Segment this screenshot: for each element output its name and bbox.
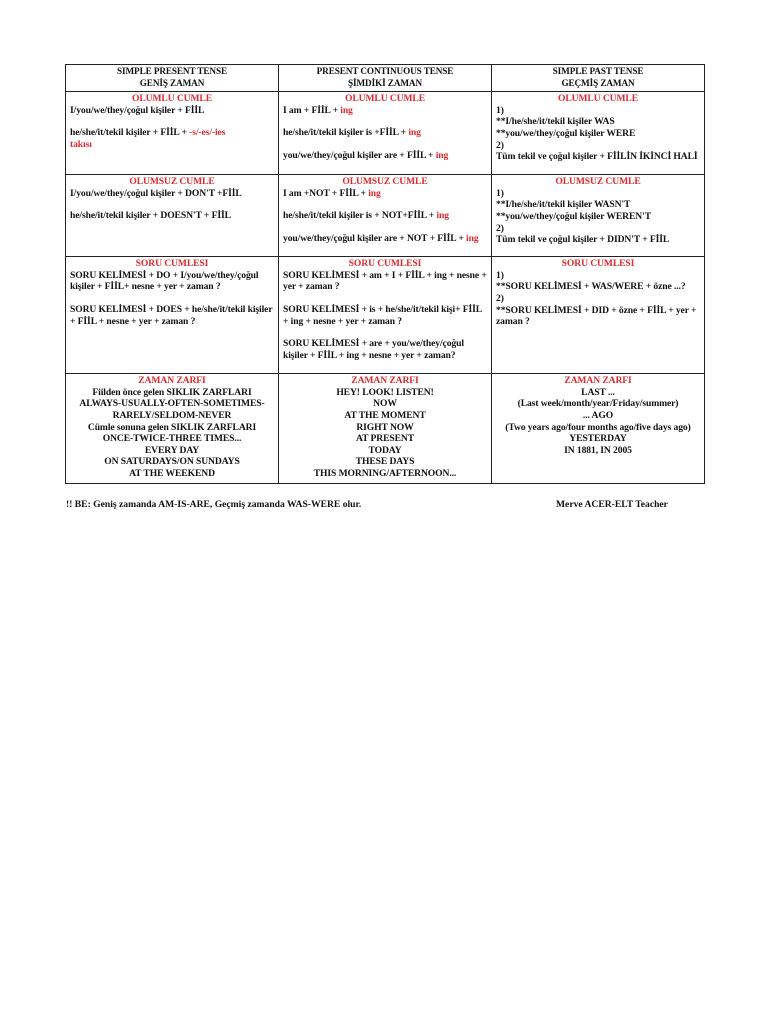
cell-line bbox=[283, 222, 487, 233]
cell-line bbox=[283, 139, 487, 150]
cell-line bbox=[283, 233, 487, 245]
cell-line bbox=[496, 234, 700, 246]
line-text: he/she/it/tekil kişiler is + NOT+FİİL + bbox=[283, 210, 437, 222]
line-text: 1) bbox=[496, 187, 504, 199]
line-text: I/you/we/they/çoğul kişiler + DON'T +FİİL bbox=[70, 187, 242, 199]
line-text: I am + FİİL + bbox=[283, 104, 341, 116]
section-heading: SORU CUMLESI bbox=[561, 258, 635, 270]
line-text: NOW bbox=[373, 398, 397, 410]
cell-line bbox=[283, 456, 487, 468]
cell-line bbox=[70, 116, 274, 127]
tense-name-en: SIMPLE PRESENT TENSE bbox=[117, 66, 227, 76]
header-row bbox=[66, 65, 705, 92]
line-text: **you/we/they/çoğul kişiler WEREN'T bbox=[496, 210, 651, 222]
tense-name-tr: GEÇMİŞ ZAMAN bbox=[561, 77, 635, 88]
line-text: you/we/they/çoğul kişiler are + NOT + FİİL + bbox=[283, 232, 466, 244]
cell-line bbox=[283, 327, 487, 338]
cell-line bbox=[496, 211, 700, 223]
positive-cell bbox=[279, 92, 492, 175]
cell-line bbox=[70, 105, 274, 117]
line-text: **I/he/she/it/tekil kişiler WASN'T bbox=[496, 199, 631, 211]
cell-line bbox=[283, 433, 487, 445]
cell-line bbox=[283, 188, 487, 200]
cell-line bbox=[70, 398, 274, 421]
line-text: he/she/it/tekil kişiler + FİİL + bbox=[70, 127, 190, 139]
cell-line bbox=[283, 199, 487, 210]
negative-cell bbox=[279, 175, 492, 257]
line-text: 1) bbox=[496, 269, 504, 281]
question-cell bbox=[66, 257, 279, 374]
line-text: SORU KELİMESİ + is + he/she/it/tekil kişi+ FİİL + ing + nesne + yer + zaman ? bbox=[283, 303, 482, 327]
section-heading: OLUMSUZ CUMLE bbox=[555, 176, 641, 188]
line-text: RIGHT NOW bbox=[356, 421, 414, 433]
line-text: Tüm tekil ve çoğul kişiler + DIDN'T + FİİL bbox=[496, 234, 670, 246]
line-text: LAST ... bbox=[581, 386, 615, 398]
cell-line bbox=[283, 105, 487, 117]
cell-line bbox=[496, 140, 700, 152]
positive-cell bbox=[492, 92, 705, 175]
cell-line bbox=[70, 139, 274, 151]
line-text: I/you/we/they/çoğul kişiler + FİİL bbox=[70, 104, 205, 116]
highlight-text: -s/-es/-ies bbox=[189, 127, 226, 139]
cell-line bbox=[70, 188, 274, 200]
line-text: **I/he/she/it/tekil kişiler WAS bbox=[496, 116, 615, 128]
question-row bbox=[66, 257, 705, 374]
cell-line bbox=[70, 456, 274, 468]
highlight-text: takısı bbox=[70, 138, 92, 150]
cell-line bbox=[70, 127, 274, 139]
section-heading: SORU CUMLESI bbox=[135, 258, 209, 270]
cell-line bbox=[70, 210, 274, 222]
section-heading: ZAMAN ZARFI bbox=[564, 375, 632, 387]
cell-line bbox=[496, 223, 700, 235]
line-text: he/she/it/tekil kişiler is +FİİL + bbox=[283, 127, 409, 139]
cell-line bbox=[496, 151, 700, 163]
line-text: SORU KELİMESİ + are + you/we/they/çoğul kişiler + FİİL + ing + nesne + yer + zaman? bbox=[283, 338, 464, 361]
line-text: (Two years ago/four months ago/five days ago) bbox=[505, 421, 691, 433]
line-text: ALWAYS-USUALLY-OFTEN-SOMETIMES-RARELY/SELDOM-NEVER bbox=[79, 398, 265, 421]
cell-line bbox=[70, 270, 274, 293]
cell-line bbox=[496, 433, 700, 445]
footer-author: Merve ACER-ELT Teacher bbox=[556, 499, 668, 510]
line-text: Fiilden önce gelen SIKLIK ZARFLARI bbox=[92, 386, 252, 398]
positive-cell bbox=[66, 92, 279, 175]
cell-line bbox=[283, 304, 487, 327]
line-text: Cümle sonuna gelen SIKLIK ZARFLARI bbox=[87, 421, 257, 433]
cell-line bbox=[496, 270, 700, 282]
line-text: **SORU KELİMESİ + WAS/WERE + özne ...? bbox=[496, 281, 686, 293]
line-text: YESTERDAY bbox=[569, 433, 627, 445]
footer-note: !! BE: Geniş zamanda AM-IS-ARE, Geçmiş zamanda WAS-WERE olur. bbox=[66, 499, 362, 510]
cell-line bbox=[70, 422, 274, 434]
cell-line bbox=[70, 433, 274, 445]
section-heading: OLUMLU CUMLE bbox=[344, 93, 426, 105]
highlight-text: ing bbox=[368, 187, 381, 199]
header-cell bbox=[492, 65, 705, 92]
highlight-text: ing bbox=[466, 232, 479, 244]
line-text: SORU KELİMESİ + am + I + FİİL + ing + nesne + yer + zaman ? bbox=[283, 269, 487, 293]
cell-line bbox=[496, 410, 700, 422]
cell-line bbox=[496, 422, 700, 434]
tense-name-en: PRESENT CONTINUOUS TENSE bbox=[316, 66, 454, 76]
line-text: 1) bbox=[496, 104, 504, 116]
line-text: IN 1881, IN 2005 bbox=[564, 444, 632, 456]
cell-line bbox=[70, 387, 274, 399]
cell-line bbox=[283, 116, 487, 127]
highlight-text: ing bbox=[340, 104, 353, 116]
cell-line bbox=[283, 270, 487, 293]
line-text: ... AGO bbox=[582, 409, 614, 421]
line-text: Tüm tekil ve çoğul kişiler + FİİLİN İKİNCİ HALİ bbox=[496, 151, 698, 163]
line-text: (Last week/month/year/Friday/summer) bbox=[517, 398, 679, 410]
cell-line bbox=[496, 398, 700, 410]
cell-line bbox=[283, 127, 487, 139]
question-cell bbox=[279, 257, 492, 374]
cell-line bbox=[283, 210, 487, 222]
line-text: ONCE-TWICE-THREE TIMES... bbox=[102, 433, 242, 445]
line-text: 2) bbox=[496, 292, 504, 304]
cell-line bbox=[283, 387, 487, 399]
cell-line bbox=[496, 387, 700, 399]
line-text: I am +NOT + FİİL + bbox=[283, 187, 369, 199]
cell-line bbox=[496, 199, 700, 211]
cell-line bbox=[496, 293, 700, 305]
line-text: you/we/they/çoğul kişiler are + FİİL + bbox=[283, 149, 436, 161]
line-text: THESE DAYS bbox=[355, 456, 415, 468]
tense-name-tr: ŞİMDİKİ ZAMAN bbox=[348, 77, 422, 88]
cell-line bbox=[283, 338, 487, 361]
time-adverbs-cell bbox=[279, 374, 492, 484]
cell-line bbox=[496, 105, 700, 117]
line-text: ON SATURDAYS/ON SUNDAYS bbox=[104, 456, 240, 468]
line-text: 2) bbox=[496, 139, 504, 151]
cell-line bbox=[70, 445, 274, 457]
cell-line bbox=[496, 188, 700, 200]
line-text: he/she/it/tekil kişiler + DOESN'T + FİİL bbox=[70, 210, 231, 222]
line-text: THIS MORNING/AFTERNOON... bbox=[313, 467, 457, 479]
line-text: AT THE WEEKEND bbox=[129, 467, 215, 479]
section-heading: ZAMAN ZARFI bbox=[351, 375, 419, 387]
section-heading: OLUMLU CUMLE bbox=[557, 93, 639, 105]
highlight-text: ing bbox=[436, 210, 449, 222]
highlight-text: ing bbox=[435, 149, 449, 161]
negative-row bbox=[66, 175, 705, 257]
cell-line bbox=[283, 422, 487, 434]
line-text: SORU KELİMESİ + DO + I/you/we/they/çoğul kişiler + FİİL+ nesne + yer + zaman ? bbox=[70, 269, 259, 293]
time-adverbs-cell bbox=[66, 374, 279, 484]
negative-cell bbox=[66, 175, 279, 257]
line-text: HEY! LOOK! LISTEN! bbox=[336, 386, 434, 398]
cell-line bbox=[283, 293, 487, 304]
cell-line bbox=[70, 304, 274, 327]
line-text: TODAY bbox=[368, 444, 402, 456]
cell-line bbox=[496, 128, 700, 140]
cell-line bbox=[283, 410, 487, 422]
negative-cell bbox=[492, 175, 705, 257]
highlight-text: ing bbox=[408, 127, 421, 139]
time-adverbs-row bbox=[66, 374, 705, 484]
header-cell bbox=[279, 65, 492, 92]
tense-table bbox=[65, 64, 705, 484]
line-text: EVERY DAY bbox=[144, 444, 200, 456]
line-text: **SORU KELİMESİ + DID + özne + FİİL + yer + zaman ? bbox=[496, 304, 697, 328]
cell-line bbox=[283, 468, 487, 480]
cell-line bbox=[283, 445, 487, 457]
line-text: **you/we/they/çoğul kişiler WERE bbox=[496, 127, 636, 139]
section-heading: OLUMSUZ CUMLE bbox=[342, 176, 428, 188]
cell-line bbox=[70, 199, 274, 210]
time-adverbs-cell bbox=[492, 374, 705, 484]
header-cell bbox=[66, 65, 279, 92]
question-cell bbox=[492, 257, 705, 374]
tense-name-en: SIMPLE PAST TENSE bbox=[552, 66, 644, 76]
line-text: 2) bbox=[496, 222, 504, 234]
tense-name-tr: GENİŞ ZAMAN bbox=[139, 77, 205, 88]
line-text: AT PRESENT bbox=[355, 433, 415, 445]
line-text: SORU KELİMESİ + DOES + he/she/it/tekil kişiler + FİİL + nesne + yer + zaman ? bbox=[70, 303, 273, 327]
section-heading: OLUMLU CUMLE bbox=[131, 93, 213, 105]
cell-line bbox=[496, 305, 700, 328]
cell-line bbox=[70, 293, 274, 304]
cell-line bbox=[496, 116, 700, 128]
cell-line bbox=[283, 150, 487, 162]
line-text: AT THE MOMENT bbox=[344, 409, 426, 421]
positive-row bbox=[66, 92, 705, 175]
cell-line bbox=[496, 281, 700, 293]
section-heading: OLUMSUZ CUMLE bbox=[129, 176, 215, 188]
section-heading: ZAMAN ZARFI bbox=[138, 375, 206, 387]
cell-line bbox=[496, 445, 700, 457]
cell-line bbox=[283, 398, 487, 410]
section-heading: SORU CUMLESI bbox=[348, 258, 422, 270]
cell-line bbox=[70, 468, 274, 480]
